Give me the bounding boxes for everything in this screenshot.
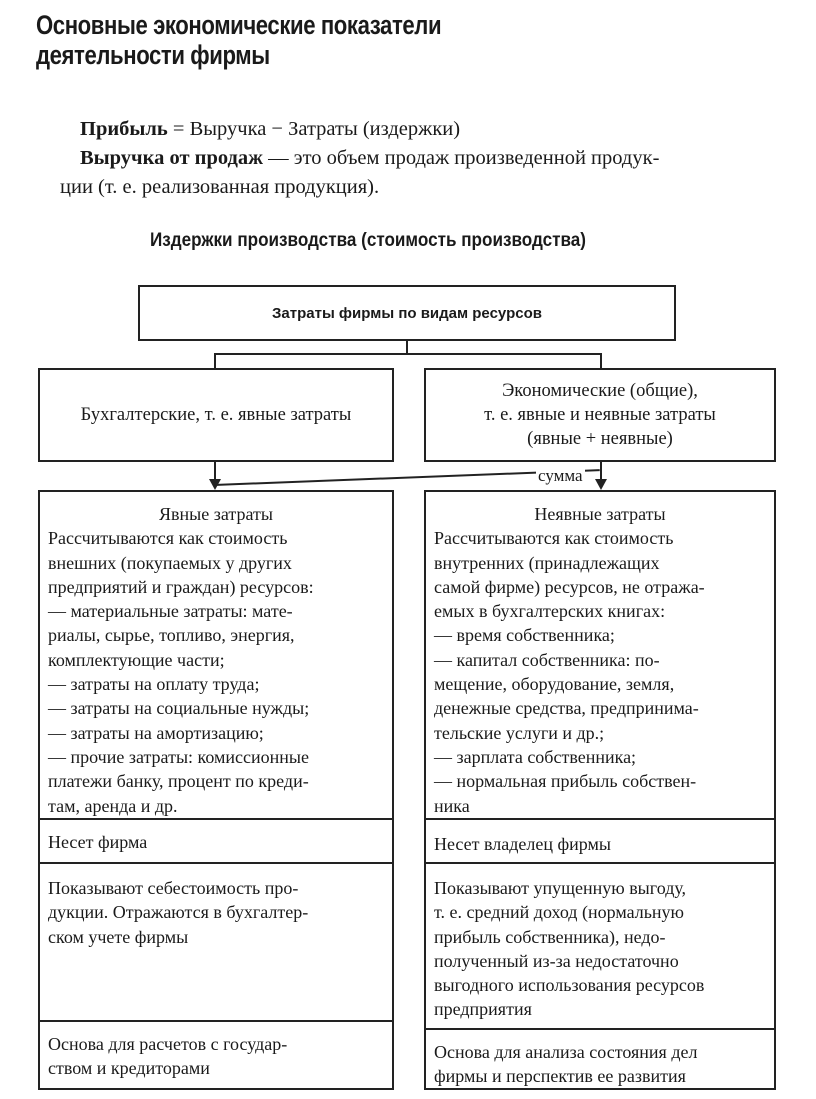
explicit-line: — прочие затраты: комиссионные (48, 746, 310, 767)
divider (426, 862, 774, 864)
implicit-line: — время собственника; (434, 625, 615, 646)
implicit-line: — капитал собственника: по- (434, 649, 660, 670)
explicit-shows-line: ском учете фирмы (48, 926, 189, 947)
explicit-line: Рассчитываются как стоимость (48, 528, 288, 549)
title-line-1: Основные экономические показатели (36, 10, 442, 40)
divider (426, 1028, 774, 1030)
explicit-line: комплектующие части; (48, 649, 225, 670)
implicit-costs-title: Неявные затраты (534, 504, 666, 524)
implicit-basis-line: фирмы и перспектив ее развития (434, 1066, 686, 1087)
implicit-line: внутренних (принадлежащих (434, 552, 660, 573)
implicit-basis (426, 1040, 774, 1089)
profit-formula: = Выручка − Затраты (издержки) (167, 118, 461, 140)
explicit-line: там, аренда и др. (48, 795, 178, 816)
explicit-basis-line: Основа для расчетов с государ- (48, 1034, 288, 1054)
implicit-line: ника (434, 795, 470, 816)
accounting-costs-box: Бухгалтерские, т. е. явные затраты (38, 368, 394, 462)
revenue-definition-1: — это объем продаж произведенной продук- (263, 147, 660, 169)
title-line-2: деятельности фирмы (36, 40, 270, 70)
explicit-line: — затраты на амортизацию; (48, 722, 264, 743)
explicit-line: — материальные затраты: мате- (48, 601, 293, 622)
diagram-subtitle: Издержки производства (стоимость производства) (150, 230, 586, 251)
implicit-line: мещение, оборудование, земля, (434, 674, 675, 695)
explicit-line: — затраты на оплату труда; (48, 674, 260, 695)
explicit-shows (40, 876, 392, 949)
explicit-line: внешних (покупаемых у других (48, 552, 292, 573)
implicit-shows-line: прибыль собственника), недо- (434, 926, 666, 947)
explicit-basis-line: ством и кредиторами (48, 1058, 210, 1079)
economic-costs-line-3: (явные + неявные) (527, 429, 673, 449)
explicit-shows-line: дукции. Отражаются в бухгалтер- (48, 902, 309, 923)
explicit-costs-column (38, 490, 394, 1090)
implicit-line: денежные средства, предпринима- (434, 698, 699, 719)
revenue-definition-2: ции (т. е. реализованная продукция). (60, 176, 380, 198)
divider (426, 818, 774, 820)
explicit-basis (40, 1032, 392, 1081)
implicit-line: Рассчитываются как стоимость (434, 528, 674, 549)
implicit-line: емых в бухгалтерских книгах: (434, 601, 666, 622)
implicit-line: тельские услуги и др.; (434, 722, 605, 743)
implicit-line: — нормальная прибыль собствен- (434, 771, 697, 792)
divider (40, 1020, 392, 1022)
arrow-right-shaft (600, 462, 602, 480)
profit-term: Прибыль (80, 118, 168, 140)
explicit-bearer: Несет фирма (48, 832, 148, 852)
arrow-left-shaft (214, 462, 216, 480)
intro-text (60, 115, 770, 202)
connector-right-drop (600, 353, 602, 368)
implicit-shows (426, 876, 774, 1022)
implicit-shows-line: выгодного использования ресурсов (434, 975, 705, 996)
connector-left-drop (214, 353, 216, 368)
explicit-shows-line: Показывают себестоимость про- (48, 878, 299, 898)
implicit-shows-line: т. е. средний доход (нормальную (434, 902, 685, 923)
divider (40, 862, 392, 864)
explicit-line: предприятий и граждан) ресурсов: (48, 576, 314, 597)
explicit-costs-title: Явные затраты (159, 504, 273, 524)
economic-costs-line-2: т. е. явные и неявные затраты (484, 405, 716, 425)
explicit-costs-description (40, 502, 392, 818)
revenue-term: Выручка от продаж (80, 147, 264, 169)
implicit-shows-line: предприятия (434, 999, 532, 1020)
explicit-line: — затраты на социальные нужды; (48, 698, 310, 719)
sum-label: сумма (538, 466, 583, 485)
implicit-line: самой фирме) ресурсов, не отража- (434, 576, 705, 597)
page-title (36, 10, 610, 70)
resource-costs-box: Затраты фирмы по видам ресурсов (138, 285, 676, 341)
divider (40, 818, 392, 820)
economic-costs-line-1: Экономические (общие), (502, 381, 698, 401)
connector-horizontal (214, 353, 602, 355)
explicit-line: риалы, сырье, топливо, энергия, (48, 625, 295, 646)
implicit-costs-description (426, 502, 774, 818)
arrow-right-head (595, 479, 607, 490)
implicit-basis-line: Основа для анализа состояния дел (434, 1042, 698, 1062)
implicit-bearer: Несет владелец фирмы (434, 834, 611, 854)
explicit-line: платежи банку, процент по креди- (48, 771, 309, 792)
implicit-shows-line: Показывают упущенную выгоду, (434, 878, 687, 898)
implicit-shows-line: полученный из-за недостаточно (434, 950, 679, 971)
economic-costs-box (424, 368, 776, 462)
implicit-costs-column (424, 490, 776, 1090)
implicit-line: — зарплата собственника; (434, 746, 637, 767)
